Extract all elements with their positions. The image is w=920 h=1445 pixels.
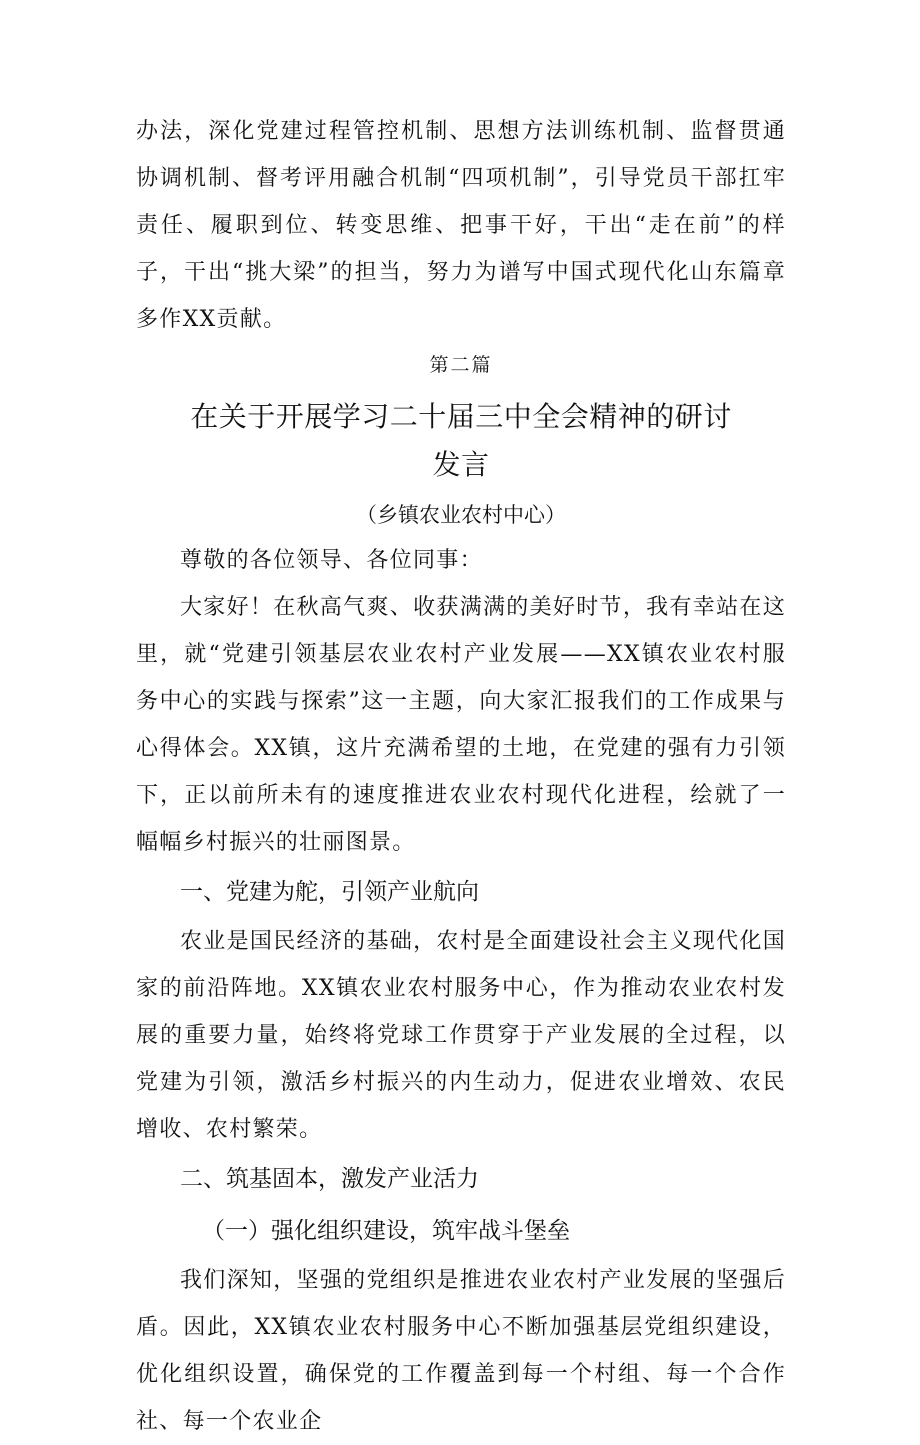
intro-paragraph: 大家好！在秋高气爽、收获满满的美好时节，我有幸站在这里，就“党建引领基层农业农村产业发展——XX镇农业农村服务中心的实践与探索”这一主题，向大家汇报我们的工作成果与心得体会。XX镇，这片充满希望的土地，在党建的强有力引领下，正以前所未有的速度推进农业农村现代化进程，绘就了一幅幅乡村振兴的壮丽图景。 xyxy=(136,595,786,855)
salutation: 尊敬的各位领导、各位同事： xyxy=(180,548,483,573)
subsection-1-heading: （一）强化组织建设，筑牢战斗堡垒 xyxy=(202,1218,570,1244)
document-body xyxy=(136,108,786,1445)
section-2-heading: 二、筑基固本，激发产业活力 xyxy=(180,1166,479,1192)
continuation-paragraph: 办法，深化党建过程管控机制、思想方法训练机制、监督贯通协调机制、督考评用融合机制“四项机制”，引导党员干部扛牢责任、履职到位、转变思维、把事干好，干出“走在前”的样子，干出“挑大梁”的担当，努力为谱写中国式现代化山东篇章多作XX贡献。 xyxy=(136,119,786,332)
subsection-1-paragraph: 我们深知，坚强的党组织是推进农业农村产业发展的坚强后盾。因此，XX镇农业农村服务中心不断加强基层党组织建设，优化组织设置，确保党的工作覆盖到每一个村组、每一个合作社、每一个农业企 xyxy=(136,1268,786,1434)
document-subtitle: （乡镇农业农村中心） xyxy=(356,503,566,527)
section-1-heading: 一、党建为舵，引领产业航向 xyxy=(180,879,479,905)
document-title: 在关于开展学习二十届三中全会精神的研讨发言 xyxy=(190,400,732,481)
part-label: 第二篇 xyxy=(429,354,493,376)
section-1-paragraph: 农业是国民经济的基础，农村是全面建设社会主义现代化国家的前沿阵地。XX镇农业农村服务中心，作为推动农业农村发展的重要力量，始终将党球工作贯穿于产业发展的全过程，以党建为引领，激活乡村振兴的内生动力，促进农业增效、农民增收、农村繁荣。 xyxy=(136,929,786,1142)
